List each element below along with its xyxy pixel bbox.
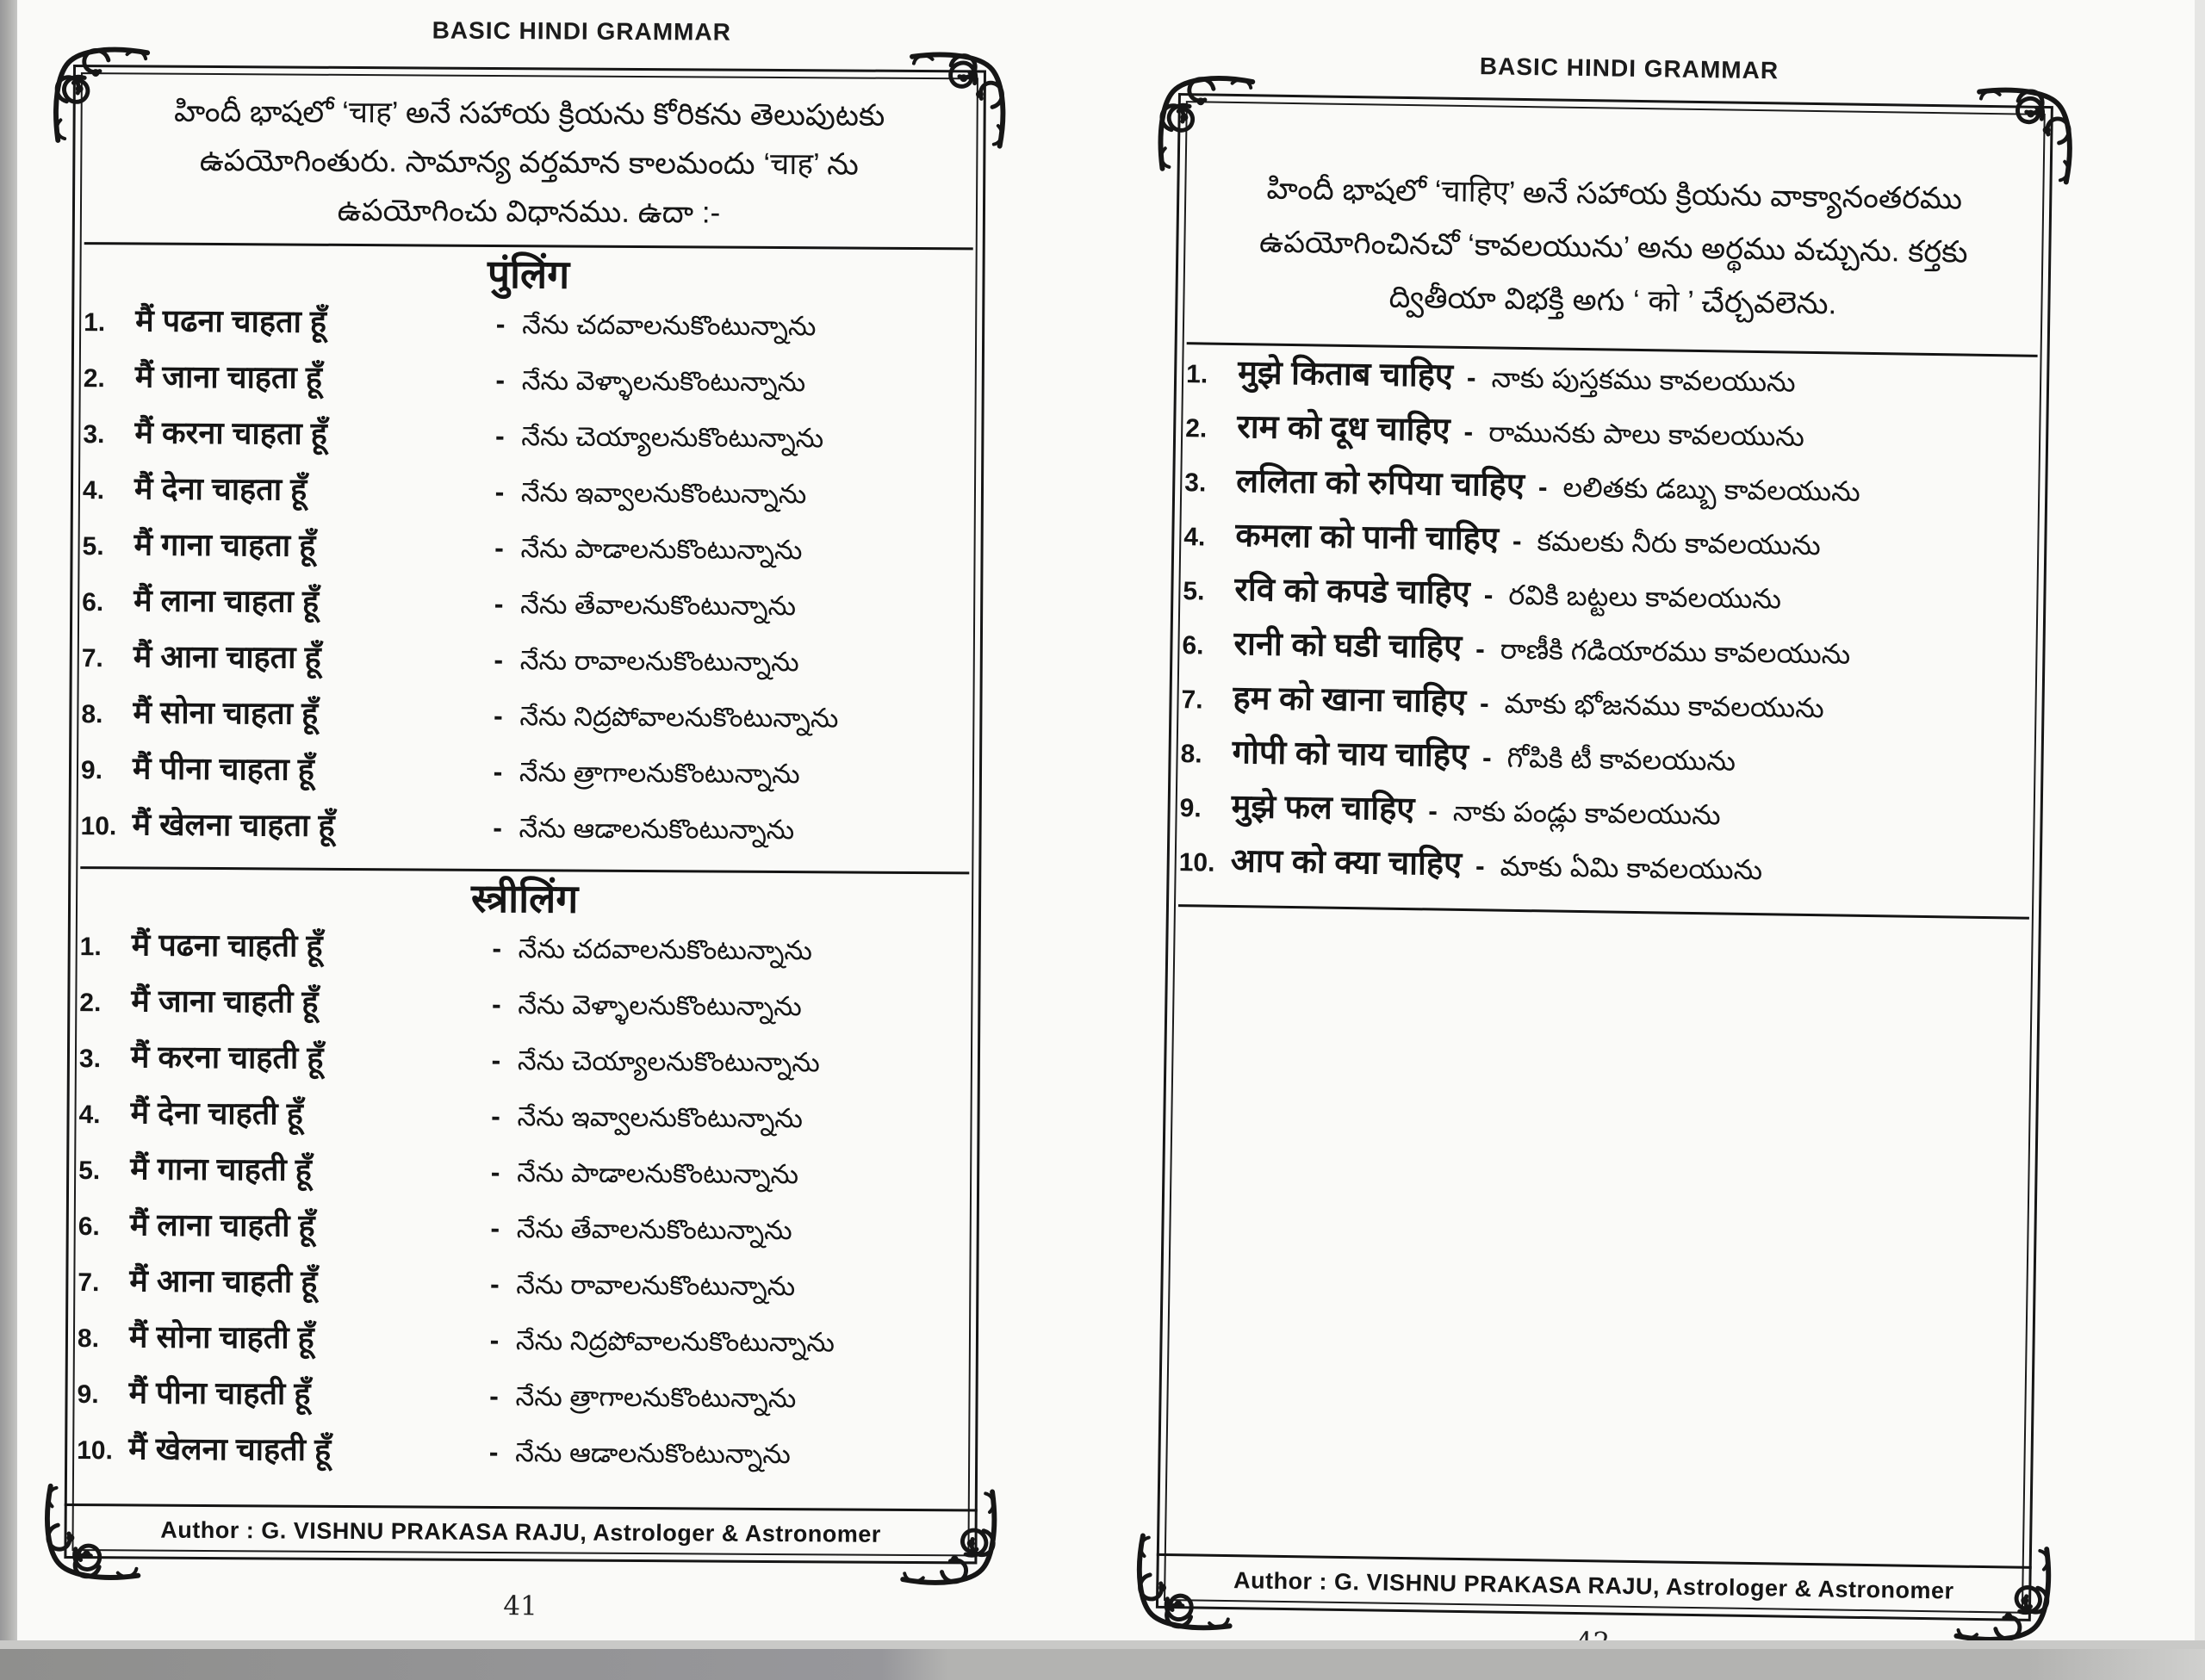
phrase-row bbox=[81, 690, 970, 751]
separator-dash: - bbox=[493, 811, 503, 844]
item-number: 7. bbox=[81, 644, 103, 673]
separator-dash: - bbox=[495, 364, 506, 396]
item-number: 6. bbox=[1182, 631, 1204, 660]
separator-dash: - bbox=[490, 1156, 500, 1188]
item-number: 3. bbox=[1184, 468, 1207, 498]
item-number: 3. bbox=[83, 420, 105, 449]
item-number: 8. bbox=[1180, 740, 1202, 769]
separator-dash: - bbox=[1475, 633, 1486, 665]
phrase-row bbox=[78, 1202, 967, 1263]
item-number: 4. bbox=[1183, 523, 1206, 552]
phrase-row bbox=[77, 1426, 966, 1487]
item-number: 9. bbox=[77, 1380, 99, 1410]
hindi-phrase: मैं सोना चाहती हूँ bbox=[128, 1318, 314, 1355]
item-number: 7. bbox=[1181, 685, 1203, 715]
hindi-phrase: गोपी को चाय चाहिए bbox=[1232, 735, 1469, 775]
item-number: 7. bbox=[78, 1268, 100, 1298]
separator-dash: - bbox=[489, 1268, 500, 1300]
separator-dash: - bbox=[1479, 687, 1489, 719]
hindi-phrase: मैं पढना चाहती हूँ bbox=[131, 927, 323, 964]
intro-line: ఉపయోగింతురు. సామాన్య వర్తమాన కాలమందు ‘चाह’ ను bbox=[199, 143, 859, 182]
item-number: 2. bbox=[83, 364, 105, 394]
separator-dash: - bbox=[494, 531, 505, 564]
phrase-row bbox=[78, 1314, 966, 1375]
separator-dash: - bbox=[491, 1044, 501, 1076]
item-number: 2. bbox=[79, 989, 102, 1018]
separator-dash: - bbox=[493, 755, 503, 788]
intro-line: హిందీ భాషలో ‘चाह’ అనే సహాయ క్రియను కోరికను తెలుపుటకు bbox=[173, 94, 885, 133]
separator-dash: - bbox=[1428, 795, 1438, 827]
separator-dash: - bbox=[495, 308, 506, 340]
separator-dash: - bbox=[1481, 741, 1492, 773]
telugu-translation: నేను చదవాలనుకొంటున్నాను bbox=[522, 309, 817, 342]
hindi-phrase: मैं पीना चाहती हूँ bbox=[128, 1374, 311, 1411]
phrase-list-feminine bbox=[77, 922, 969, 1487]
intro-line: ద్వితీయా విభక్తి అగు ‘ को ’ చేర్చవలెను. bbox=[1388, 280, 1837, 321]
hindi-phrase: मैं जाना चाहती हूँ bbox=[131, 983, 319, 1020]
telugu-translation: నేను పాడాలనుకొంటున్నాను bbox=[520, 533, 803, 566]
hindi-phrase: मैं देना चाहती हूँ bbox=[130, 1094, 303, 1131]
hindi-phrase: आप को क्या चाहिए bbox=[1230, 843, 1463, 883]
item-number: 3. bbox=[78, 1045, 102, 1074]
phrase-row bbox=[78, 1146, 967, 1207]
item-number: 10. bbox=[1178, 848, 1215, 877]
phrase-row bbox=[1178, 836, 2030, 903]
separator-dash: - bbox=[491, 1100, 500, 1132]
left-page bbox=[64, 16, 986, 1622]
hindi-phrase: मैं आना चाहता हूँ bbox=[133, 638, 321, 675]
phrase-row bbox=[82, 578, 971, 639]
telugu-translation: నేను రావాలనుకొంటున్నాను bbox=[519, 645, 799, 678]
separator-dash: - bbox=[489, 1324, 500, 1356]
page-content bbox=[1168, 102, 2041, 1611]
hindi-phrase: मैं गाना चाहता हूँ bbox=[134, 526, 316, 563]
item-number: 1. bbox=[1185, 360, 1208, 389]
hindi-phrase: मैं पीना चाहता हूँ bbox=[132, 750, 315, 787]
hindi-phrase: ललिता को रुपिया चाहिए bbox=[1236, 463, 1525, 505]
telugu-translation: నేను తేవాలనుకొంటున్నాను bbox=[516, 1213, 792, 1246]
telugu-translation: మాకు భోజనము కావలయును bbox=[1504, 687, 1825, 724]
hindi-phrase: मैं लाना चाहती हूँ bbox=[129, 1206, 315, 1243]
telugu-translation: నేను నిద్రపోవాలనుకొంటున్నాను bbox=[515, 1325, 835, 1358]
telugu-translation: నేను ఆడాలనుకొంటున్నాను bbox=[519, 813, 795, 846]
separator-dash: - bbox=[494, 643, 504, 676]
telugu-translation: నేను తేవాలనుకొంటున్నాను bbox=[520, 589, 797, 622]
hindi-phrase: रवि को कपडे चाहिए bbox=[1234, 572, 1471, 612]
telugu-translation: గోపికి టీ కావలయును bbox=[1506, 741, 1736, 777]
page-header-title: BASIC HINDI GRAMMAR bbox=[1479, 53, 1780, 84]
hindi-phrase: कमला को पानी चाहिए bbox=[1235, 518, 1500, 558]
item-number: 8. bbox=[77, 1324, 100, 1354]
item-number: 6. bbox=[82, 588, 104, 617]
hindi-phrase: मैं करना चाहती हूँ bbox=[130, 1038, 324, 1076]
intro-line: ఉపయోగించినచో ‘కావలయును’ అను అర్థము వచ్చును. కర్తకు bbox=[1258, 225, 1968, 270]
telugu-translation: నేను ఆడాలనుకొంటున్నాను bbox=[515, 1437, 791, 1470]
separator-dash: - bbox=[1466, 362, 1476, 394]
separator-dash: - bbox=[492, 932, 502, 964]
telugu-translation: నాకు పుస్తకము కావలయును bbox=[1491, 362, 1796, 398]
separator-dash: - bbox=[1463, 415, 1474, 448]
intro-line: హిందీ భాషలో ‘चाहिए’ అనే సహాయ క్రియను వాక్యానంతరము bbox=[1266, 171, 1963, 216]
phrase-row bbox=[78, 1090, 967, 1151]
item-number: 10. bbox=[77, 1436, 113, 1466]
item-number: 5. bbox=[82, 532, 104, 561]
phrase-row bbox=[83, 466, 972, 527]
separator-dash: - bbox=[493, 699, 503, 732]
item-number: 5. bbox=[78, 1156, 101, 1186]
telugu-translation: నేను పాడాలనుకొంటున్నాను bbox=[517, 1157, 799, 1190]
telugu-translation: నేను త్రాగాలనుకొంటున్నాను bbox=[519, 757, 800, 790]
phrase-row bbox=[84, 354, 972, 415]
hindi-phrase: मैं सोना चाहता हूँ bbox=[133, 694, 319, 731]
item-number: 8. bbox=[81, 700, 103, 729]
telugu-translation: రామునకు పాలు కావలయును bbox=[1488, 416, 1805, 452]
item-number: 1. bbox=[84, 308, 106, 338]
separator-dash: - bbox=[491, 988, 501, 1020]
phrase-row bbox=[82, 634, 971, 695]
intro-text bbox=[1187, 102, 2041, 334]
item-number: 4. bbox=[82, 476, 105, 505]
item-number: 5. bbox=[1183, 577, 1205, 606]
separator-dash: - bbox=[489, 1379, 500, 1412]
telugu-translation: నేను చదవాలనుకొంటున్నాను bbox=[518, 933, 813, 966]
hindi-phrase: मैं जाना चाहता हूँ bbox=[134, 358, 323, 395]
telugu-translation: నేను వెళ్ళాలనుకొంటున్నాను bbox=[521, 365, 806, 398]
telugu-translation: నేను చెయ్యాలనుకొంటున్నాను bbox=[517, 1045, 820, 1078]
separator-dash: - bbox=[1483, 579, 1494, 611]
scanner-edge-left bbox=[0, 0, 17, 1680]
hindi-phrase: मैं गाना चाहती हूँ bbox=[130, 1150, 312, 1187]
separator-dash: - bbox=[1537, 471, 1548, 503]
section-heading-feminine: स्त्रीलिंग bbox=[470, 875, 579, 921]
phrase-row bbox=[82, 522, 971, 583]
scanner-edge-right bbox=[2195, 0, 2205, 1680]
item-number: 1. bbox=[79, 933, 102, 962]
telugu-translation: నేను ఇవ్వాలనుకొంటున్నాను bbox=[517, 1101, 803, 1134]
phrase-row bbox=[77, 1370, 966, 1431]
hindi-phrase: राम को दूध चाहिए bbox=[1236, 409, 1450, 449]
hindi-phrase: मुझे फल चाहिए bbox=[1231, 789, 1415, 828]
telugu-translation: నేను రావాలనుకొంటున్నాను bbox=[516, 1269, 796, 1302]
intro-text bbox=[84, 74, 974, 239]
telugu-translation: లలితకు డబ్బు కావలయును bbox=[1562, 471, 1860, 507]
separator-dash: - bbox=[494, 420, 505, 452]
hindi-phrase: हम को खाना चाहिए bbox=[1233, 680, 1467, 721]
hindi-phrase: मुझे किताब चाहिए bbox=[1237, 355, 1454, 394]
telugu-translation: నేను త్రాగాలనుకొంటున్నాను bbox=[515, 1381, 797, 1414]
telugu-translation: నేను నిద్రపోవాలనుకొంటున్నాను bbox=[519, 701, 839, 734]
page-content bbox=[76, 74, 973, 1554]
separator-dash: - bbox=[1512, 524, 1522, 556]
footer-author: Author : G. VISHNU PRAKASA RAJU, Astrologer & Astronomer bbox=[1156, 1553, 2032, 1621]
telugu-translation: నేను చెయ్యాలనుకొంటున్నాను bbox=[521, 421, 824, 454]
telugu-translation: నేను వెళ్ళాలనుకొంటున్నాను bbox=[518, 989, 802, 1022]
separator-dash: - bbox=[494, 587, 504, 620]
item-number: 4. bbox=[78, 1100, 101, 1130]
phrase-row bbox=[78, 1258, 966, 1319]
intro-line: ఉపయోగించు విధానము. ఉదా :- bbox=[337, 193, 721, 230]
right-page bbox=[1156, 53, 2053, 1621]
phrase-list bbox=[1178, 348, 2037, 903]
page-number: 41 bbox=[503, 1590, 537, 1622]
phrase-row bbox=[81, 746, 970, 807]
item-number: 10. bbox=[80, 812, 117, 841]
telugu-translation: కమలకు నీరు కావలయును bbox=[1537, 525, 1822, 561]
hindi-phrase: मैं खेलना चाहता हूँ bbox=[132, 806, 335, 843]
hindi-phrase: मैं पढना चाहता हूँ bbox=[135, 302, 327, 339]
item-number: 9. bbox=[80, 756, 103, 785]
item-number: 9. bbox=[1179, 794, 1202, 823]
telugu-translation: మాకు ఏమి కావలయును bbox=[1500, 850, 1763, 886]
hindi-phrase: मैं करना चाहता हूँ bbox=[134, 414, 327, 451]
separator-dash: - bbox=[488, 1435, 499, 1468]
hindi-phrase: मैं खेलना चाहती हूँ bbox=[128, 1430, 332, 1467]
phrase-row bbox=[83, 410, 972, 471]
scanner-edge-bottom bbox=[0, 1640, 2205, 1680]
telugu-translation: రాణీకి గడియారము కావలయును bbox=[1500, 633, 1851, 670]
item-number: 6. bbox=[78, 1212, 100, 1242]
telugu-translation: నాకు పండ్లు కావలయును bbox=[1452, 795, 1721, 831]
separator-dash: - bbox=[490, 1212, 500, 1244]
separator-dash: - bbox=[1475, 850, 1485, 882]
divider-rule bbox=[1168, 904, 2041, 920]
telugu-translation: రవికి బట్టలు కావలయును bbox=[1508, 579, 1782, 615]
hindi-phrase: मैं आना चाहती हूँ bbox=[129, 1262, 318, 1299]
hindi-phrase: रानी को घडी चाहिए bbox=[1233, 626, 1463, 666]
hindi-phrase: मैं देना चाहता हूँ bbox=[134, 470, 307, 507]
phrase-row bbox=[84, 298, 972, 359]
separator-dash: - bbox=[494, 476, 505, 508]
section-heading-masculine: पुंलिंग bbox=[487, 251, 570, 297]
telugu-translation: నేను ఇవ్వాలనుకొంటున్నాను bbox=[520, 477, 807, 510]
footer-author: Author : G. VISHNU PRAKASA RAJU, Astrologer & Astronomer bbox=[64, 1503, 977, 1564]
phrase-list-masculine bbox=[80, 298, 972, 863]
phrase-row bbox=[80, 922, 969, 983]
phrase-row bbox=[80, 802, 969, 863]
item-number: 2. bbox=[1184, 414, 1208, 443]
hindi-phrase: मैं लाना चाहता हूँ bbox=[134, 582, 320, 619]
phrase-row bbox=[79, 978, 968, 1039]
page-header-title: BASIC HINDI GRAMMAR bbox=[432, 16, 731, 46]
phrase-row bbox=[79, 1034, 968, 1095]
